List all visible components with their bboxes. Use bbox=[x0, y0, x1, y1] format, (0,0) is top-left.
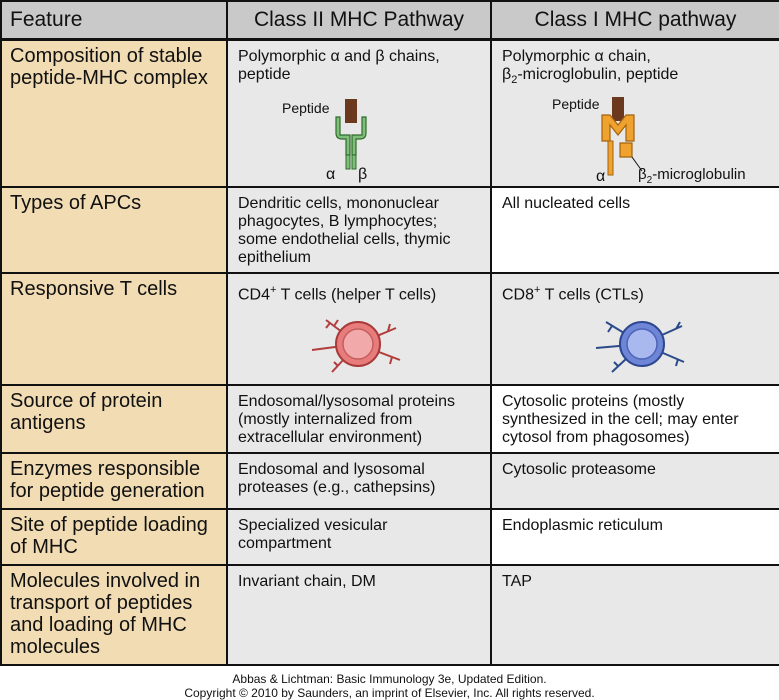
table-row bbox=[2, 41, 779, 188]
feature-loading-site: Site of peptide loading of MHC bbox=[2, 510, 228, 564]
class1-responsive-t-cells: CD8+ T cells (CTLs) bbox=[492, 274, 779, 384]
table-header bbox=[2, 2, 779, 41]
class1-loading-site: Endoplasmic reticulum bbox=[492, 510, 779, 564]
feature-composition: Composition of stable peptide-MHC complex bbox=[2, 41, 228, 186]
table-row bbox=[2, 188, 779, 274]
class2-composition bbox=[228, 41, 492, 186]
feature-apc-types: Types of APCs bbox=[2, 188, 228, 272]
cd8-t-cell-icon bbox=[592, 306, 692, 382]
class1-mhc-molecule-diagram bbox=[542, 95, 772, 183]
cd4-t-cell-icon bbox=[308, 306, 408, 382]
class2-enzymes: Endosomal and lysosomal proteases (e.g., cathepsins) bbox=[228, 454, 492, 508]
feature-enzymes: Enzymes responsible for peptide generation bbox=[2, 454, 228, 508]
peptide-shape bbox=[345, 99, 357, 123]
table-row bbox=[2, 510, 779, 566]
class1-enzymes: Cytosolic proteasome bbox=[492, 454, 779, 508]
class1-b2m-label: $\beta_2$-microglobulin bbox=[638, 166, 746, 183]
class1-transport-molecules: TAP bbox=[492, 566, 779, 664]
class2-composition-text: Polymorphic α and β chains, peptide bbox=[238, 48, 440, 83]
table-row bbox=[2, 566, 779, 666]
class1-composition bbox=[492, 41, 779, 186]
table-row bbox=[2, 454, 779, 510]
feature-antigen-source: Source of protein antigens bbox=[2, 386, 228, 452]
header-feature: Feature bbox=[2, 2, 228, 38]
footer-citation: Abbas & Lichtman: Basic Immunology 3e, Updated Edition. bbox=[232, 672, 547, 686]
footer-copyright: Copyright © 2010 by Saunders, an imprint of Elsevier, Inc. All rights reserved. bbox=[184, 686, 595, 700]
copyright-footer bbox=[0, 672, 779, 700]
class1-alpha-label: α bbox=[596, 168, 606, 183]
class1-peptide-label: Peptide bbox=[552, 96, 600, 112]
class2-peptide-label: Peptide bbox=[282, 100, 330, 116]
table-row bbox=[2, 274, 779, 386]
class2-mhc-molecule-diagram bbox=[268, 95, 418, 183]
table-row bbox=[2, 386, 779, 454]
peptide-shape bbox=[612, 97, 624, 121]
class2-antigen-source: Endosomal/lysosomal proteins (mostly internalized from extracellular environment) bbox=[228, 386, 492, 452]
class2-apc-types: Dendritic cells, mononuclear phagocytes, B lymphocytes; some endothelial cells, thymic epithelium bbox=[228, 188, 492, 272]
class2-loading-site: Specialized vesicular compartment bbox=[228, 510, 492, 564]
b2-microglobulin-shape bbox=[620, 143, 632, 157]
header-class2: Class II MHC Pathway bbox=[228, 2, 492, 38]
feature-responsive-t-cells: Responsive T cells bbox=[2, 274, 228, 384]
class1-apc-types: All nucleated cells bbox=[492, 188, 779, 272]
header-class1: Class I MHC pathway bbox=[534, 8, 737, 31]
class2-beta-label: β bbox=[358, 166, 368, 183]
class1-composition-text: Polymorphic α chain, $\beta_2$-microglobulin, peptide bbox=[502, 48, 679, 87]
feature-transport-molecules: Molecules involved in transport of peptides and loading of MHC molecules bbox=[2, 566, 228, 664]
class2-responsive-t-cells: CD4+ T cells (helper T cells) bbox=[228, 274, 492, 384]
class1-antigen-source: Cytosolic proteins (mostly synthesized in the cell; may enter cytosol from phagosomes) bbox=[492, 386, 779, 452]
class2-alpha-label: α bbox=[326, 166, 336, 183]
class2-transport-molecules: Invariant chain, DM bbox=[228, 566, 492, 664]
